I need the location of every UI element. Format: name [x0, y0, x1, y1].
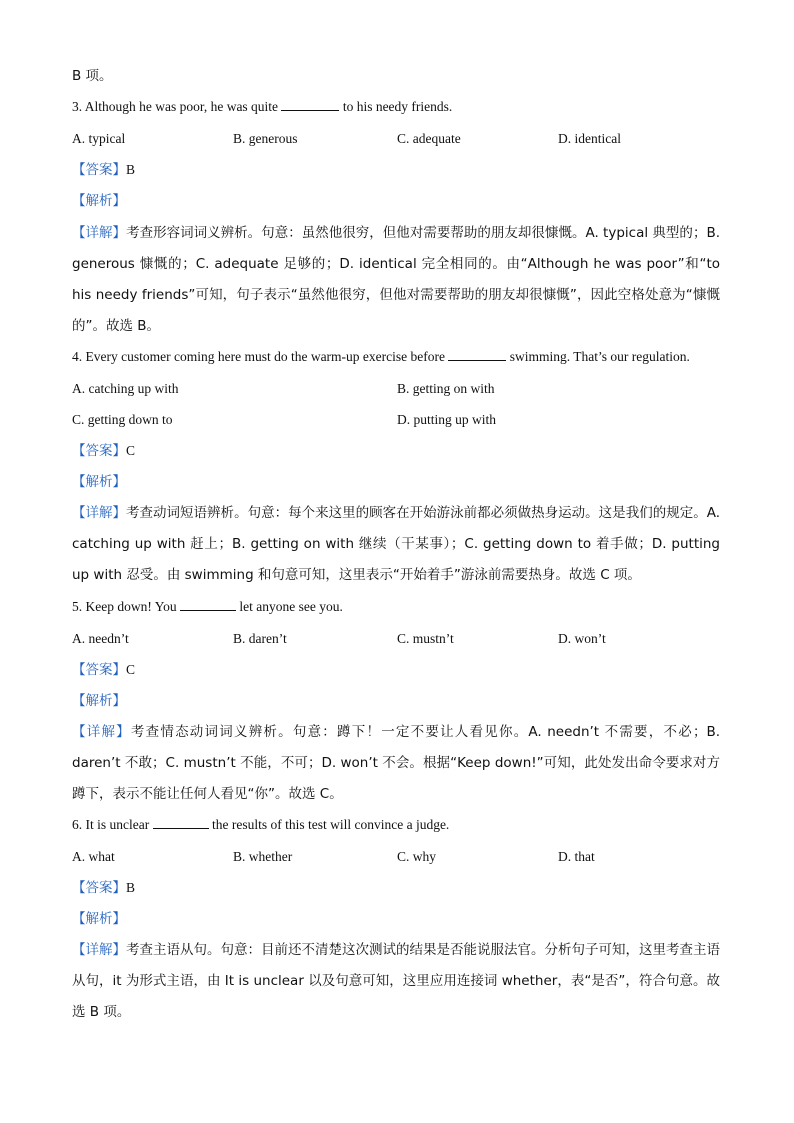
q5-option-b: B. daren’t	[233, 631, 287, 646]
question-6-stem-b: the results of this test will convince a judge.	[211, 817, 450, 832]
q6-option-a: A. what	[72, 849, 115, 864]
q6-option-b: B. whether	[233, 849, 293, 864]
q4-option-b: B. getting on with	[397, 381, 495, 396]
q3-option-c: C. adequate	[397, 131, 461, 146]
q5-option-d: D. won’t	[558, 631, 606, 646]
q6-analysis-label: 【解析】	[72, 911, 126, 927]
q4-detail-text: 考查动词短语辨析。句意：每个来这里的顾客在开始游泳前都必须做热身运动。这是我们的规定。A. catching up with 赶上；B. getting on with 继续（干某事）；C. getting down to 着手做；D. putting up with 忍受。由 swimming 和句意可知，这里表示“开始着手”游泳前需要热身。故选 C 项。	[72, 505, 721, 583]
question-5-stem-b: let anyone see you.	[239, 599, 343, 614]
question-4-stem-a: 4. Every customer coming here must do the warm-up exercise before	[72, 349, 445, 364]
q6-detail-text: 考查主语从句。句意：目前还不清楚这次测试的结果是否能说服法官。分析句子可知，这里考查主语从句，it 为形式主语，由 It is unclear 以及句意可知，这里应用连接词 whether，表“是否”，符合句意。故选 B 项。	[72, 942, 720, 1020]
q4-answer-value: C	[126, 443, 136, 458]
q3-option-a: A. typical	[72, 131, 126, 146]
question-6-stem-a: 6. It is unclear	[72, 817, 150, 832]
question-3-stem-a: 3. Although he was poor, he was quite	[72, 99, 279, 114]
q3-option-d: D. identical	[558, 131, 621, 146]
q3-detail-text: 考查形容词词义辨析。句意：虽然他很穷，但他对需要帮助的朋友却很慷慨。A. typical 典型的；B. generous 慷慨的；C. adequate 足够的；D. identical 完全相同的。由“Although he was poor”和“to his needy friends”可知，句子表示“虽然他很穷，但他对需要帮助的朋友却很慷慨”，因此空格处意为“慷慨的”。故选 B。	[72, 225, 721, 334]
question-4-stem	[72, 348, 690, 366]
question-4-blank	[448, 348, 506, 361]
q5-detail-text: 考查情态动词词义辨析。句意：蹲下！一定不要让人看见你。A. needn’t 不需要，不必；B. daren’t 不敢；C. mustn’t 不能，不可；D. won’t 不会。根据“Keep down!”可知，此处发出命令要求对方蹲下，表示不能让任何人看见“你”。故选 C。	[72, 724, 721, 802]
intro-tail: B 项。	[72, 68, 113, 84]
q4-answer: 【答案】C	[72, 443, 136, 459]
q5-answer-value: C	[126, 662, 136, 677]
q3-option-b: B. generous	[233, 131, 298, 146]
q5-analysis-label: 【解析】	[72, 693, 126, 709]
question-3-stem-b: to his needy friends.	[342, 99, 453, 114]
q6-detail: 【详解】考查主语从句。句意：目前还不清楚这次测试的结果是否能说服法官。分析句子可知，这里考查主语从句，it 为形式主语，由 It is unclear 以及句意可知，这里应用连接词 whether，表“是否”，符合句意。故选 B 项。	[72, 942, 720, 1020]
q4-option-c: C. getting down to	[72, 412, 173, 427]
q6-answer: 【答案】B	[72, 880, 136, 896]
q3-answer-value: B	[126, 162, 136, 177]
q4-option-d: D. putting up with	[397, 412, 497, 427]
q3-detail	[72, 218, 720, 342]
q6-option-c: C. why	[397, 849, 437, 864]
q5-answer: 【答案】C	[72, 662, 136, 678]
question-6-blank	[153, 816, 209, 829]
question-5-stem-a: 5. Keep down! You	[72, 599, 177, 614]
question-5-stem	[72, 598, 343, 616]
question-5-blank	[180, 598, 236, 611]
q3-analysis-label: 【解析】	[72, 193, 126, 209]
question-3-stem	[72, 98, 452, 116]
detail-label: 【详解】	[72, 225, 127, 241]
q3-answer	[72, 161, 135, 179]
q6-answer-value: B	[126, 880, 136, 895]
q4-option-a: A. catching up with	[72, 381, 179, 396]
q5-option-a: A. needn’t	[72, 631, 129, 646]
q4-detail: 【详解】考查动词短语辨析。句意：每个来这里的顾客在开始游泳前都必须做热身运动。这是我们的规定。A. catching up with 赶上；B. getting on with 继续（干某事）；C. getting down to 着手做；D. putting up with 忍受。由 swimming 和句意可知，这里表示“开始着手”游泳前需要热身。故选 C 项。	[72, 505, 721, 583]
q5-option-c: C. mustn’t	[397, 631, 454, 646]
question-4-stem-b: swimming. That’s our regulation.	[509, 349, 690, 364]
answer-label: 【答案】	[72, 162, 126, 178]
q6-option-d: D. that	[558, 849, 595, 864]
q4-analysis-label: 【解析】	[72, 474, 126, 490]
q5-detail: 【详解】考查情态动词词义辨析。句意：蹲下！一定不要让人看见你。A. needn’t 不需要，不必；B. daren’t 不敢；C. mustn’t 不能，不可；D. won’t 不会。根据“Keep down!”可知，此处发出命令要求对方蹲下，表示不能让任何人看见“你”。故选 C。	[72, 724, 721, 802]
question-3-blank	[281, 98, 339, 111]
question-6-stem	[72, 816, 449, 834]
